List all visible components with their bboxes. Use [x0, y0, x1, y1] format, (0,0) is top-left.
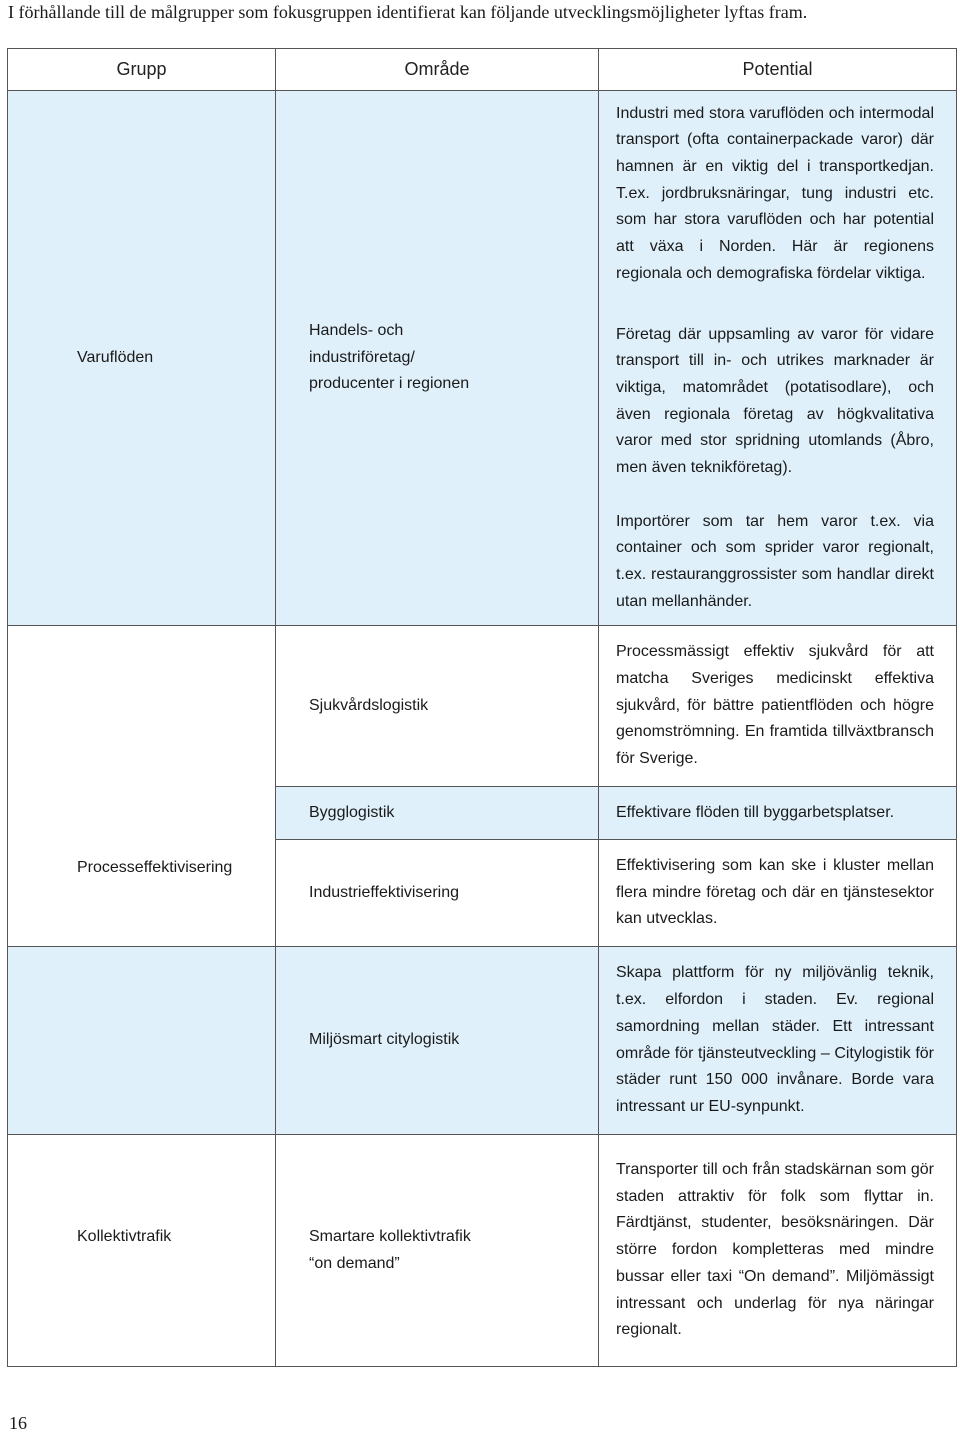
group-cell [8, 626, 276, 947]
area-cell [276, 1135, 599, 1367]
potential-paragraph: Industri med stora varuflöden och intermodal transport (ofta containerpackade varor) där hamnen är en viktig del i transportkedjan. T.ex. jordbruksnäringar, tung industri etc. som har stora varuflöden och har potential att växa i Norden. Här är regionens regionala och demografiska fördelar viktiga. [616, 104, 934, 282]
table-row [8, 626, 957, 787]
area-label: Miljösmart citylogistik [309, 1031, 460, 1049]
group-label: Kollektivtrafik [77, 1228, 172, 1246]
table-row [8, 947, 957, 1135]
area-label: Sjukvårdslogistik [309, 696, 429, 714]
header-group: Grupp [8, 49, 276, 91]
potential-cell [599, 947, 957, 1135]
potential-text: Effektivare flöden till byggarbetsplatser. [616, 803, 895, 821]
potential-paragraph: Importörer som tar hem varor t.ex. via container och som sprider varor regionalt, t.ex. restauranggrossister som handlar direkt utan mellanhänder. [616, 512, 934, 610]
group-label: Varuflöden [77, 348, 154, 366]
potential-cell [599, 787, 957, 840]
area-label: Smartare kollektivtrafik “on demand” [309, 1227, 471, 1272]
group-cell-empty [8, 947, 276, 1135]
area-cell [276, 626, 599, 787]
potential-text [599, 101, 956, 616]
potential-paragraph: Företag där uppsamling av varor för vidare transport till in- och utrikes marknader är viktiga, matområdet (potatisodlare), och även regionala företag av högkvalitativa varor med stor spridning utomlands (Åbro, men även teknikföretag). [616, 325, 934, 477]
area-cell [276, 947, 599, 1135]
area-label: Industrieffektivisering [309, 883, 459, 901]
potential-cell [599, 840, 957, 947]
potential-text: Skapa plattform för ny miljövänlig teknik, t.ex. elfordon i staden. Ev. regional samordning mellan städer. Ett intressant område för tjänsteutveckling – Citylogistik för städer runt 150 000 invånare. Borde vara intressant ur EU-synpunkt. [616, 964, 934, 1115]
header-potential: Potential [599, 49, 957, 91]
header-area: Område [276, 49, 599, 91]
potential-text: Processmässigt effektiv sjukvård för att matcha Sveriges medicinskt effektiva sjukvård, för bättre patientflöden och högre genomströmning. En framtida tillväxtbransch för Sverige. [616, 643, 934, 768]
table-row [8, 1135, 957, 1367]
area-cell [276, 840, 599, 947]
group-label: Processeffektivisering [77, 858, 233, 876]
potential-cell [599, 626, 957, 787]
area-label: Handels- och industriföretag/ producenter i regionen [309, 321, 470, 393]
table-row [8, 91, 957, 626]
page-number: 16 [9, 1413, 27, 1433]
area-cell [276, 787, 599, 840]
potential-text: Transporter till och från stadskärnan som gör staden attraktiv för folk som flyttar in. Färdtjänst, studenter, besöksnäringen. Där större fordon kompletteras med mindre bussar eller taxi “On demand”. Miljömässigt intressant och underlag för nya näringar regionalt. [616, 1161, 934, 1339]
potential-cell [599, 91, 957, 626]
area-cell [276, 91, 599, 626]
area-label: Bygglogistik [309, 803, 395, 821]
group-cell [8, 1135, 276, 1367]
potential-text: Effektivisering som kan ske i kluster mellan flera mindre företag och där en tjänstesektor kan utvecklas. [616, 856, 934, 928]
opportunity-table [7, 48, 957, 1367]
group-cell [8, 91, 276, 626]
potential-cell [599, 1135, 957, 1367]
intro-text: I förhållande till de målgrupper som fokusgruppen identifierat kan följande utvecklingsmöjligheter lyftas fram. [8, 2, 808, 22]
table-header-row [8, 49, 957, 91]
